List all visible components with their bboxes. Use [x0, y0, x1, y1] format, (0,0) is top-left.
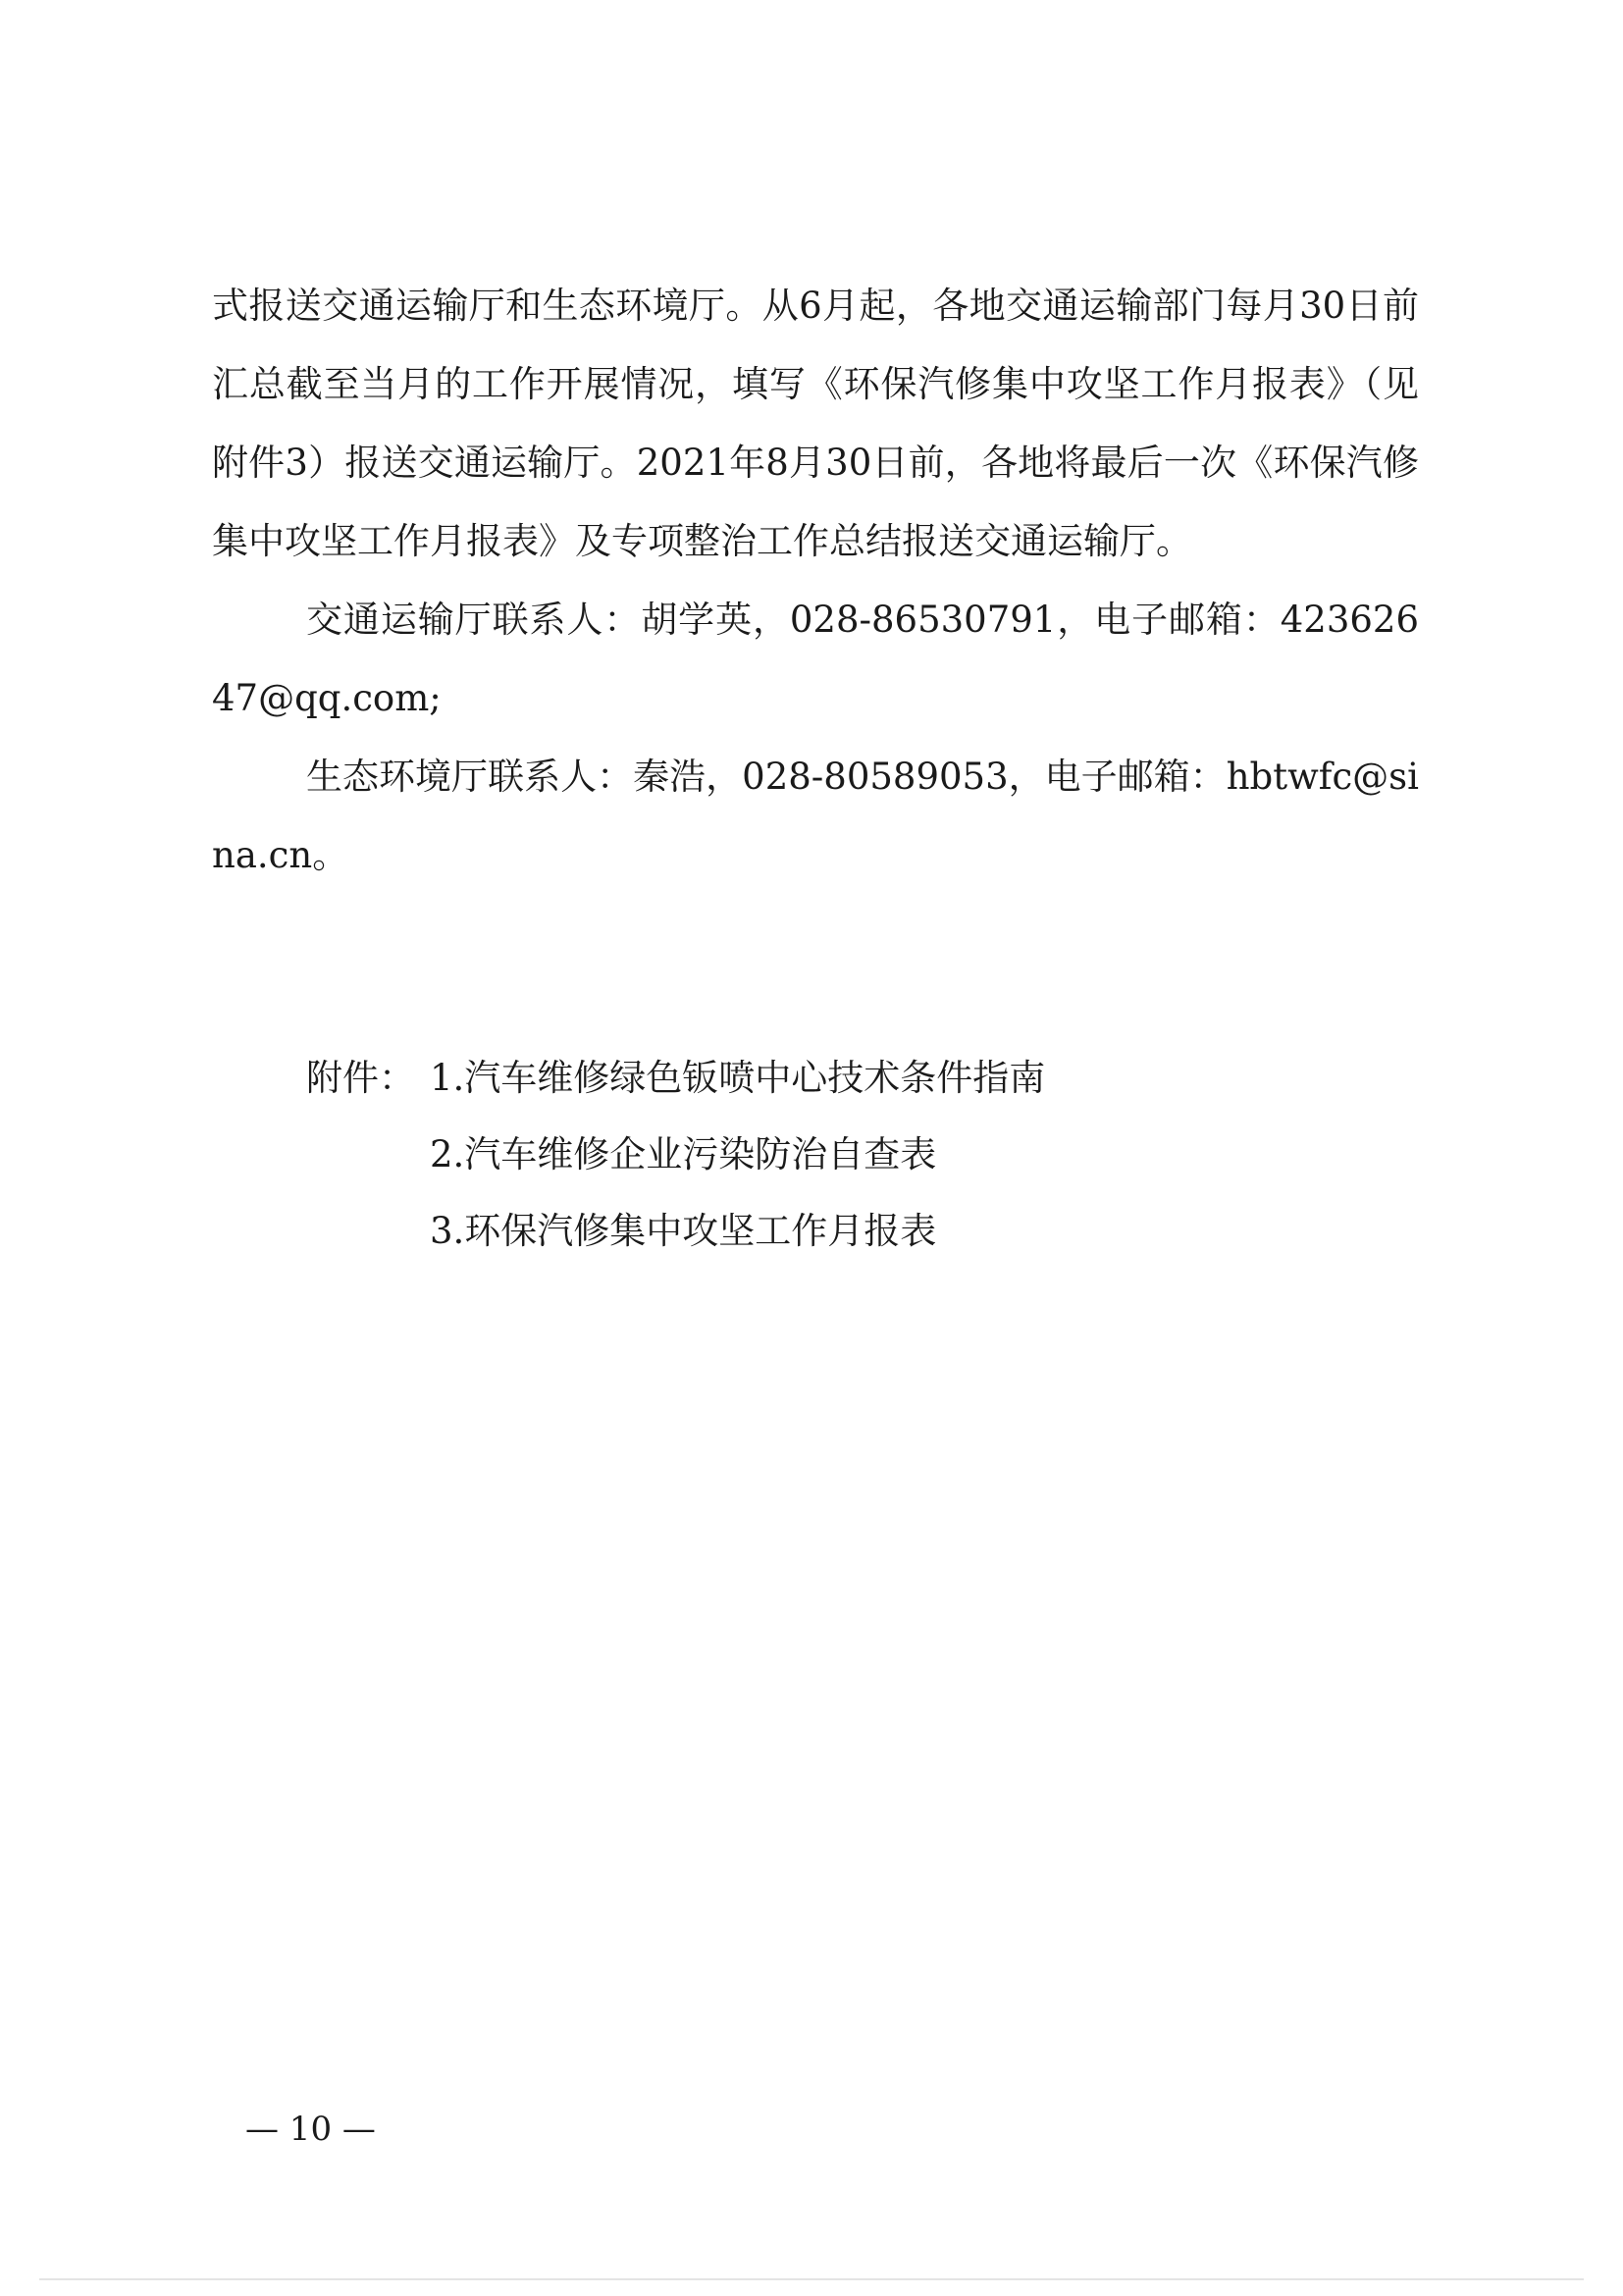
attachment-item	[306, 1117, 1045, 1193]
attachments-label: 附件：	[306, 1057, 415, 1099]
attachments-list	[306, 1040, 1045, 1270]
paragraph-transport-contact: 交通运输厅联系人：胡学英，028-86530791，电子邮箱：42362647@qq.com;	[212, 599, 1419, 719]
paragraph-reporting: 式报送交通运输厅和生态环境厅。从6月起，各地交通运输部门每月30日前汇总截至当月的工作开展情况，填写《环保汽修集中攻坚工作月报表》（见附件3）报送交通运输厅。2021年8月30日前，各地将最后一次《环保汽修集中攻坚工作月报表》及专项整治工作总结报送交通运输厅。	[212, 285, 1419, 562]
attachment-item-2: 2.汽车维修企业污染防治自查表	[430, 1133, 937, 1175]
attachment-item-1: 1.汽车维修绿色钣喷中心技术条件指南	[430, 1057, 1046, 1099]
attachment-item-3: 3.环保汽修集中攻坚工作月报表	[430, 1210, 937, 1252]
body-text	[212, 267, 1419, 895]
page-number: — 10 —	[245, 2110, 376, 2149]
attachment-item	[306, 1193, 1045, 1270]
scan-edge-line	[39, 2278, 1584, 2280]
paragraph-environment-contact: 生态环境厅联系人：秦浩，028-80589053，电子邮箱：hbtwfc@sina.cn。	[212, 756, 1419, 876]
attachment-item	[306, 1040, 1045, 1117]
